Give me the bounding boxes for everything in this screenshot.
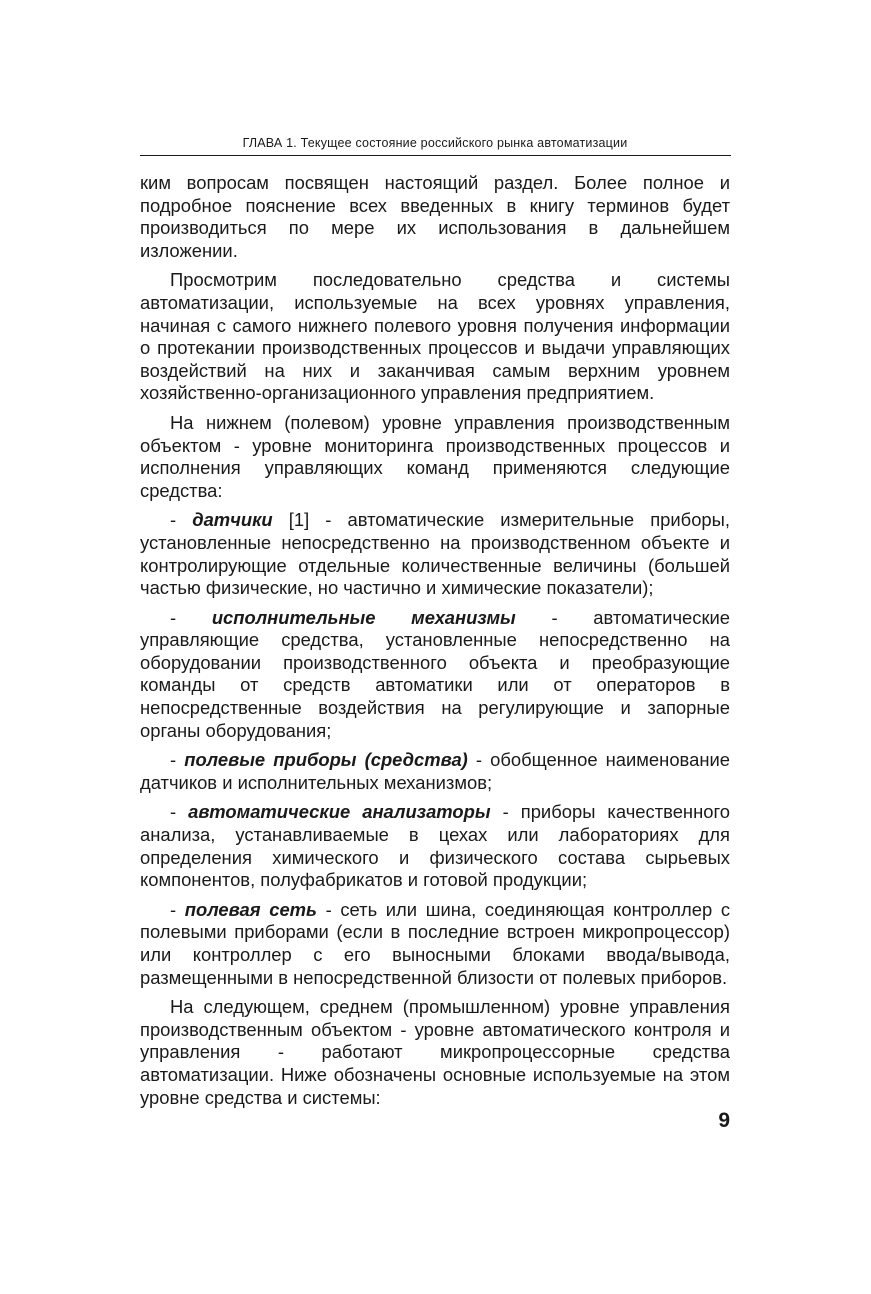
paragraph-text: Просмотрим последовательно средства и системы автоматизации, используемые на всех уровнях управления, начиная с самого нижнего полевого уровня получения информации о протекании производственных процессов и выдачи управляющих воздействий на них и заканчивая самым верхним уровнем хозяйственно-организационного управления предприятием.: [140, 269, 730, 404]
definition-item: [140, 749, 730, 794]
definition-item: [140, 899, 730, 989]
paragraph: [140, 996, 730, 1109]
definition-item: [140, 607, 730, 743]
definition-text: - обобщенное наименование датчиков и исполнительных механизмов;: [140, 749, 730, 793]
defined-term: автоматические анализаторы: [188, 801, 491, 823]
body-text: [140, 172, 730, 1116]
definition-item: [140, 509, 730, 599]
list-dash: -: [170, 898, 185, 920]
defined-term: полевые приборы (средства): [184, 749, 468, 771]
definition-text: - приборы качественного анализа, устанавливаемые в цехах или лабораториях для определения химического и физического состава сырьевых компонентов, полуфабрикатов и готовой продукции;: [140, 801, 731, 891]
definition-text: [1] - автоматические измерительные приборы, установленные непосредственно на производственном объекте и контролирующие отдельные количественные величины (большей частью физические, но частично и химические показатели);: [140, 509, 730, 599]
header-rule: [140, 155, 731, 156]
paragraph-text: На следующем, среднем (промышленном) уровне управления производственным объектом - уровне автоматического контроля и управления - работают микропроцессорные средства автоматизации. Ниже обозначены основные используемые на этом уровне средства и системы:: [140, 996, 730, 1108]
paragraph: [140, 412, 730, 502]
list-dash: -: [170, 509, 193, 531]
defined-term: исполнительные механизмы: [211, 606, 516, 628]
definition-item: [140, 801, 730, 891]
list-dash: -: [170, 801, 189, 823]
list-dash: -: [170, 606, 212, 628]
paragraph-text: ким вопросам посвящен настоящий раздел. Более полное и подробное пояснение всех введенных в книгу терминов будет производиться по мере их использования в дальнейшем изложении.: [140, 172, 730, 261]
defined-term: полевая сеть: [184, 898, 317, 920]
definition-text: - автоматические управляющие средства, установленные непосредственно на оборудовании производственного объекта и преобразующие команды от средств автоматики или от операторов в непосредственные воздействия на регулирующие и запорные органы оборудования;: [140, 606, 730, 741]
page-number: 9: [718, 1109, 730, 1132]
defined-term: датчики: [192, 509, 273, 531]
paragraph: [140, 269, 730, 405]
definition-text: - сеть или шина, соединяющая контроллер с полевыми приборами (если в последние встроен микропроцессор) или контроллер с его выносными блоками ввода/вывода, размещенными в непосредственной близости от полевых приборов.: [140, 898, 731, 988]
paragraph-text: На нижнем (полевом) уровне управления производственным объектом - уровне мониторинга производственных процессов и исполнения управляющих команд применяются следующие средства:: [140, 411, 730, 501]
running-head: ГЛАВА 1. Текущее состояние российского рынка автоматизации: [242, 136, 628, 150]
list-dash: -: [170, 749, 185, 771]
paragraph: [140, 172, 730, 262]
